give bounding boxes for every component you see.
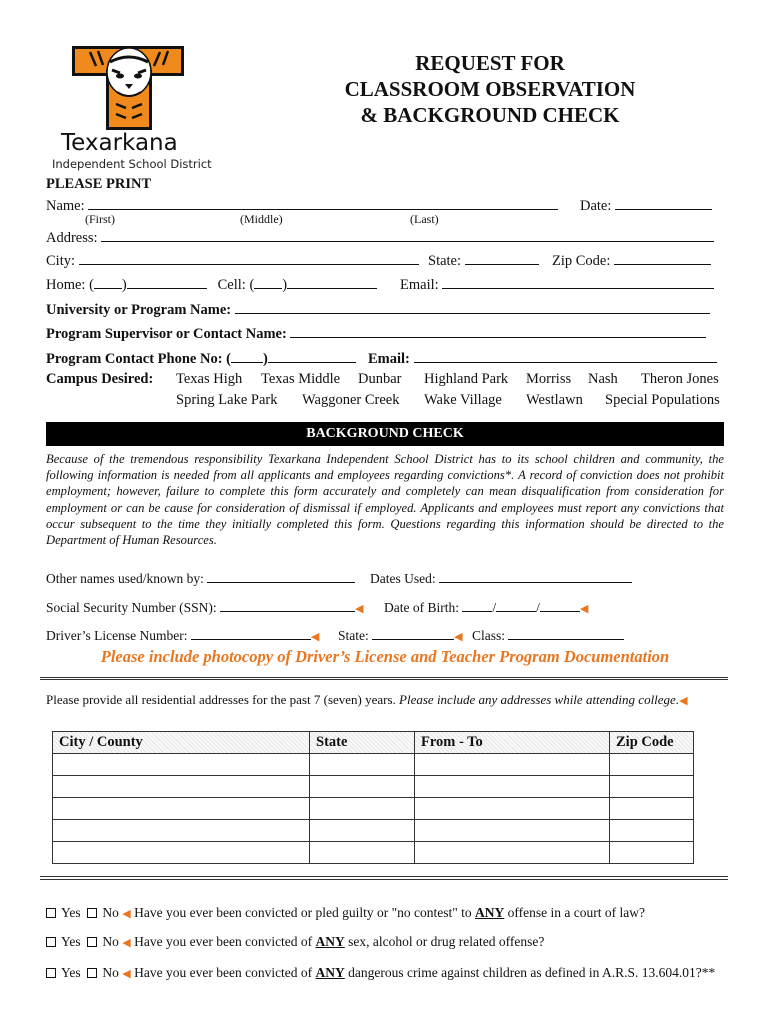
city-row: [46, 251, 419, 270]
logo-subname: Independent School District: [52, 157, 212, 171]
state-cell[interactable]: [310, 842, 415, 864]
table-header-row: [53, 732, 694, 754]
state-cell[interactable]: [310, 798, 415, 820]
dl-label: Driver’s License Number:: [46, 628, 188, 643]
district-logo: [50, 42, 212, 172]
address-field[interactable]: [101, 228, 714, 242]
university-row: [46, 300, 710, 319]
date-field[interactable]: [615, 196, 712, 210]
dates-used-field[interactable]: [439, 569, 632, 583]
question-text: dangerous crime against children as defined in A.R.S. 13.604.01?**: [344, 965, 716, 980]
divider: [40, 679, 728, 680]
cell-phone-field[interactable]: [287, 275, 377, 289]
contact-email-field[interactable]: [414, 349, 717, 363]
campus-highland-park[interactable]: Highland Park: [424, 371, 509, 387]
campus-morriss[interactable]: Morriss: [526, 371, 572, 387]
middle-caption: (Middle): [240, 212, 283, 226]
yes-label: Yes: [61, 965, 81, 980]
dob-year-field[interactable]: [540, 598, 580, 612]
question-emphasis: ANY: [315, 965, 345, 980]
dob-label: Date of Birth:: [384, 600, 459, 615]
state-row: [428, 251, 539, 270]
state-label: State:: [428, 253, 462, 269]
campus-special-populations[interactable]: Special Populations: [605, 392, 720, 408]
dl-class-row: [472, 626, 624, 644]
zip-cell[interactable]: [610, 754, 694, 776]
no-checkbox[interactable]: [87, 937, 97, 947]
table-row: [53, 798, 694, 820]
required-arrow-icon: ◀: [122, 937, 131, 949]
dl-state-row: [338, 626, 463, 644]
first-caption: (First): [85, 212, 115, 226]
campus-waggoner-creek[interactable]: Waggoner Creek: [302, 392, 400, 408]
required-arrow-icon: ◀: [310, 631, 320, 643]
supervisor-field[interactable]: [290, 324, 706, 338]
table-row: [53, 776, 694, 798]
name-field[interactable]: [88, 196, 558, 210]
divider: [40, 677, 728, 678]
zip-row: [552, 251, 711, 270]
state-field[interactable]: [465, 251, 539, 265]
contact-phone-row: Program Contact Phone No: ( ): [46, 349, 356, 368]
dob-month-field[interactable]: [462, 598, 492, 612]
question-emphasis: ANY: [475, 905, 505, 920]
supervisor-row: [46, 324, 706, 343]
required-arrow-icon: ◀: [122, 968, 131, 980]
required-arrow-icon: ◀: [579, 603, 589, 615]
header-from-to: From - To: [415, 732, 610, 754]
city-field[interactable]: [79, 251, 419, 265]
city-county-cell[interactable]: [53, 820, 310, 842]
zip-field[interactable]: [614, 251, 711, 265]
please-print-label: PLEASE PRINT: [46, 176, 152, 192]
date-label: Date:: [580, 198, 612, 214]
ssn-label: Social Security Number (SSN):: [46, 600, 217, 615]
campus-dunbar[interactable]: Dunbar: [358, 371, 402, 387]
dates-used-row: [370, 569, 632, 587]
cell-label: Cell: (: [217, 277, 255, 293]
home-label: Home: (: [46, 277, 94, 293]
contact-phone-label: Program Contact Phone No: (: [46, 351, 231, 367]
contact-email-label: Email:: [368, 351, 410, 367]
background-paragraph: Because of the tremendous responsibility Texarkana Independent School District has to its school children and community, the following information is needed from all applicants and employees regarding convictions*. A record of conviction does not prohibit employment; however, failure to complete this form accurately and completely can mean disqualification from consideration for employment or can be cause for consideration of dismissal if employed. Applicants and employees must report any convictions that occur subsequent to the time they initially completed this form. Questions regarding this information should be directed to the Department of Human Resources.: [46, 452, 724, 548]
question-text: Have you ever been convicted or pled guilty or "no contest" to: [134, 905, 476, 920]
name-label: Name:: [46, 198, 85, 214]
city-county-cell[interactable]: [53, 776, 310, 798]
photocopy-note: Please include photocopy of Driver’s License and Teacher Program Documentation: [100, 647, 670, 666]
question-row: [46, 934, 544, 950]
question-text: Have you ever been convicted of: [134, 934, 316, 949]
home-area-code-field[interactable]: [94, 275, 122, 289]
dob-row: Date of Birth: / / ◀: [384, 600, 589, 615]
yes-label: Yes: [61, 905, 81, 920]
dl-state-label: State:: [338, 628, 369, 643]
question-text: sex, alcohol or drug related offense?: [344, 934, 545, 949]
ssn-row: [46, 598, 363, 616]
other-names-label: Other names used/known by:: [46, 571, 204, 586]
state-cell[interactable]: [310, 754, 415, 776]
tiger-t-logo-icon: [50, 42, 200, 132]
zip-cell[interactable]: [610, 820, 694, 842]
zip-label: Zip Code:: [552, 253, 611, 269]
zip-cell[interactable]: [610, 798, 694, 820]
city-label: City:: [46, 253, 76, 269]
phone-row: Home: ( ) Cell: ( ): [46, 275, 377, 294]
zip-cell[interactable]: [610, 776, 694, 798]
dl-row: [46, 626, 319, 644]
title-line-1: REQUEST FOR: [415, 51, 565, 75]
question-emphasis: ANY: [315, 934, 345, 949]
no-label: No: [102, 934, 119, 949]
city-county-cell[interactable]: [53, 842, 310, 864]
home-phone-field[interactable]: [127, 275, 207, 289]
campus-nash[interactable]: Nash: [588, 371, 618, 387]
university-field[interactable]: [235, 300, 710, 314]
campus-texas-high[interactable]: Texas High: [176, 371, 243, 387]
header-state: State: [310, 732, 415, 754]
campus-wake-village[interactable]: Wake Village: [424, 392, 502, 408]
supervisor-label: Program Supervisor or Contact Name:: [46, 326, 287, 342]
campus-spring-lake-park[interactable]: Spring Lake Park: [176, 392, 278, 408]
from-to-cell[interactable]: [415, 776, 610, 798]
contact-email-row: [368, 349, 717, 368]
from-to-cell[interactable]: [415, 820, 610, 842]
residence-text: Please provide all residential addresses for the past 7 (seven) years.: [46, 692, 396, 707]
table-row: [53, 754, 694, 776]
contact-area-code-field[interactable]: [231, 349, 263, 363]
residence-instruction: [46, 692, 688, 708]
header-city-county: City / County: [53, 732, 310, 754]
name-row: [46, 196, 558, 215]
residence-italic-text: Please include any addresses while attending college.: [399, 692, 680, 707]
table-row: [53, 842, 694, 864]
address-label: Address:: [46, 230, 98, 246]
question-text: Have you ever been convicted of: [134, 965, 316, 980]
email-label: Email:: [400, 277, 439, 293]
background-check-header: BACKGROUND CHECK: [46, 422, 724, 446]
title-line-2: CLASSROOM OBSERVATION: [344, 77, 636, 101]
required-arrow-icon: ◀: [454, 631, 463, 643]
required-arrow-icon: ◀: [679, 695, 688, 707]
question-text: offense in a court of law?: [504, 905, 645, 920]
no-checkbox[interactable]: [87, 968, 97, 978]
question-row: [46, 965, 715, 981]
campus-westlawn[interactable]: Westlawn: [526, 392, 583, 408]
dl-class-label: Class:: [472, 628, 506, 643]
email-field[interactable]: [442, 275, 714, 289]
dl-number-field[interactable]: [191, 626, 311, 640]
campus-texas-middle[interactable]: Texas Middle: [261, 371, 341, 387]
logo-name: Texarkana: [61, 130, 178, 156]
state-cell[interactable]: [310, 820, 415, 842]
no-label: No: [102, 905, 119, 920]
dl-state-field[interactable]: [372, 626, 454, 640]
from-to-cell[interactable]: [415, 798, 610, 820]
campus-label: Campus Desired:: [46, 371, 154, 387]
dl-class-field[interactable]: [508, 626, 624, 640]
divider: [40, 876, 728, 877]
required-arrow-icon: ◀: [354, 603, 364, 615]
no-checkbox[interactable]: [87, 908, 97, 918]
table-row: [53, 820, 694, 842]
question-row: [46, 905, 645, 921]
residence-table: [52, 731, 694, 864]
city-county-cell[interactable]: [53, 798, 310, 820]
zip-cell[interactable]: [610, 842, 694, 864]
yes-checkbox[interactable]: [46, 908, 56, 918]
no-label: No: [102, 965, 119, 980]
divider: [40, 879, 728, 880]
form-title: [300, 50, 680, 128]
from-to-cell[interactable]: [415, 842, 610, 864]
yes-checkbox[interactable]: [46, 968, 56, 978]
dates-used-label: Dates Used:: [370, 571, 436, 586]
other-names-field[interactable]: [207, 569, 355, 583]
city-county-cell[interactable]: [53, 754, 310, 776]
yes-label: Yes: [61, 934, 81, 949]
university-label: University or Program Name:: [46, 302, 232, 318]
from-to-cell[interactable]: [415, 754, 610, 776]
ssn-field[interactable]: [220, 598, 355, 612]
cell-area-code-field[interactable]: [254, 275, 282, 289]
contact-phone-field[interactable]: [268, 349, 356, 363]
date-row: [580, 196, 712, 215]
required-arrow-icon: ◀: [122, 908, 131, 920]
header-zip-code: Zip Code: [610, 732, 694, 754]
title-line-3: & BACKGROUND CHECK: [360, 103, 620, 127]
address-row: [46, 228, 714, 247]
last-caption: (Last): [410, 212, 439, 226]
other-names-row: [46, 569, 355, 587]
state-cell[interactable]: [310, 776, 415, 798]
dob-day-field[interactable]: [496, 598, 536, 612]
campus-theron-jones[interactable]: Theron Jones: [641, 371, 719, 387]
yes-checkbox[interactable]: [46, 937, 56, 947]
email-row: [400, 275, 714, 294]
